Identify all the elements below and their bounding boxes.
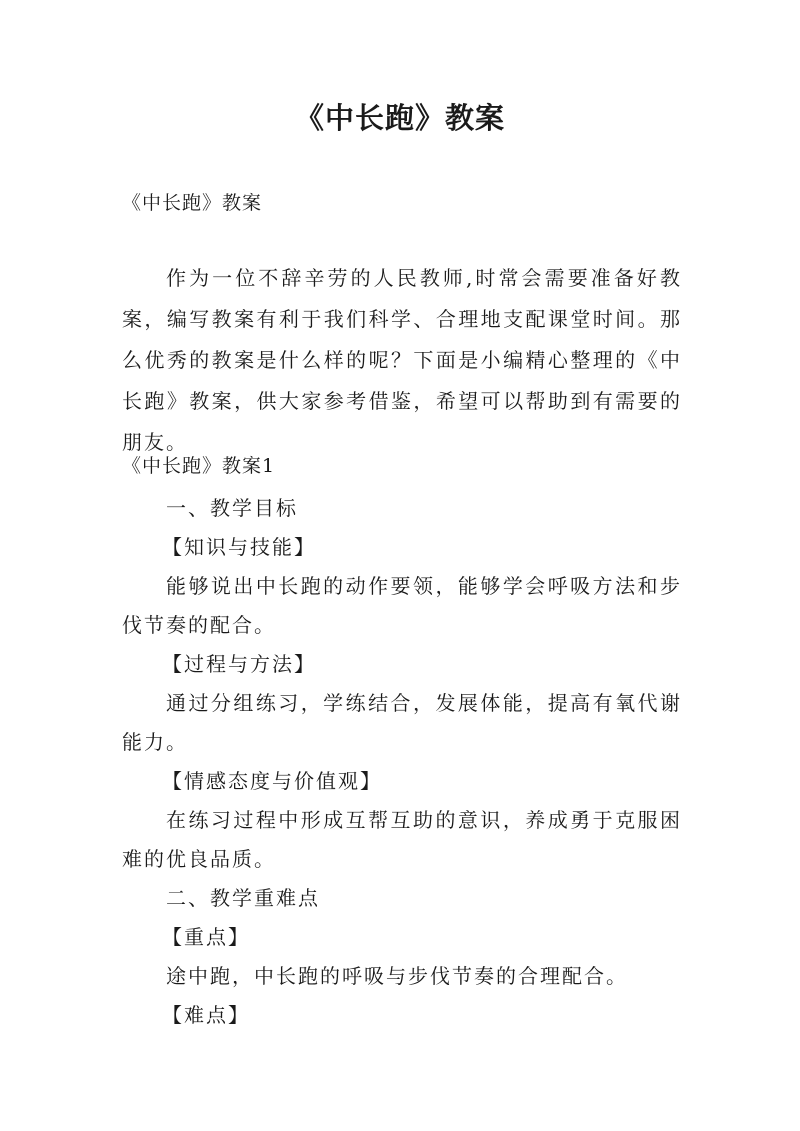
- heading-teaching-objectives: 一、教学目标: [166, 496, 298, 520]
- heading-key-difficult-points: 二、教学重难点: [166, 886, 320, 910]
- paragraph-attitude-values: 在练习过程中形成互帮互助的意识，养成勇于克服困难的优良品质。: [122, 808, 682, 871]
- subheading-key-point: 【重点】: [162, 925, 250, 949]
- subheading-difficult-point: 【难点】: [162, 1003, 250, 1027]
- paragraph-process-methods: 通过分组练习，学练结合，发展体能，提高有氧代谢能力。: [122, 691, 682, 754]
- intro-paragraph: 作为一位不辞辛劳的人民教师,时常会需要准备好教案，编写教案有利于我们科学、合理地支配课堂时间。那么优秀的教案是什么样的呢？下面是小编精心整理的《中长跑》教案，供大家参考借鉴，希望可以帮助到有需要的朋友。: [122, 266, 682, 454]
- document-subtitle: 《中长跑》教案: [122, 192, 263, 214]
- lesson-plan-body: [122, 451, 682, 1035]
- paragraph-knowledge-skills: 能够说出中长跑的动作要领，能够学会呼吸方法和步伐节奏的配合。: [122, 574, 682, 637]
- section-heading: 《中长跑》教案1: [122, 455, 276, 477]
- paragraph-key-point: 途中跑，中长跑的呼吸与步伐节奏的合理配合。: [166, 964, 628, 988]
- subheading-process-methods: 【过程与方法】: [162, 652, 316, 676]
- document-title: 《中长跑》教案: [294, 101, 505, 135]
- subheading-attitude-values: 【情感态度与价值观】: [162, 769, 382, 793]
- subheading-knowledge-skills: 【知识与技能】: [162, 535, 316, 559]
